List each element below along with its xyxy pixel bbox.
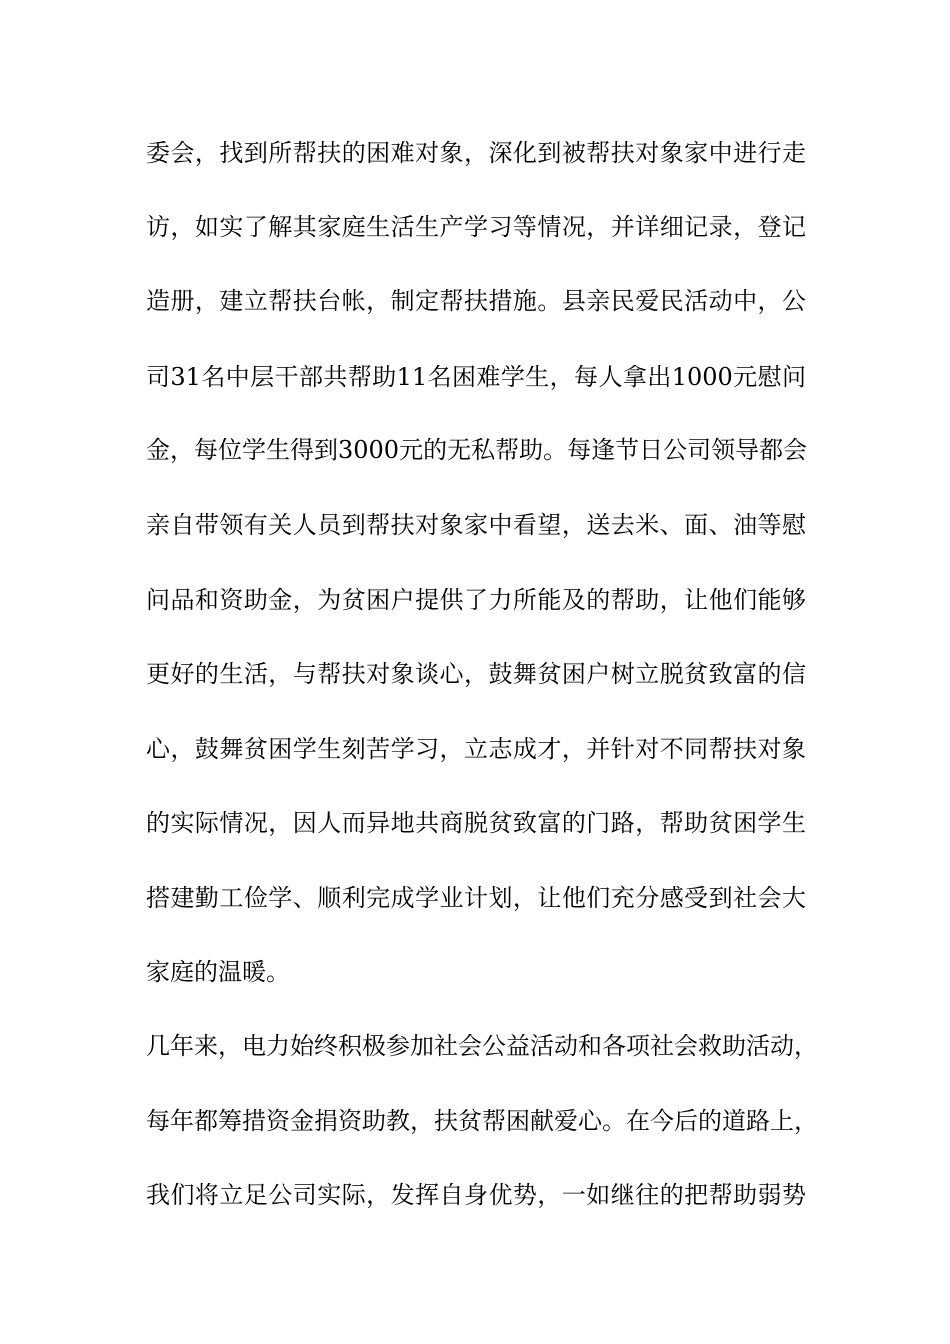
text-line: 金，每位学生得到3000元的无私帮助。每逢节日公司领导都会: [146, 436, 808, 464]
text-line: 问品和资助金，为贫困户提供了力所能及的帮助，让他们能够: [146, 586, 806, 614]
text-line: 造册，建立帮扶台帐，制定帮扶措施。县亲民爱民活动中，公: [146, 287, 806, 315]
text-line: 搭建勤工俭学、顺利完成学业计划，让他们充分感受到社会大: [146, 884, 806, 912]
text-line: 访，如实了解其家庭生活生产学习等情况，并详细记录，登记: [146, 213, 806, 241]
text-line: 几年来，电力始终积极参加社会公益活动和各项社会救助活动，: [146, 1032, 818, 1060]
text-line: 更好的生活，与帮扶对象谈心，鼓舞贫困户树立脱贫致富的信: [146, 660, 806, 688]
text-line: 的实际情况，因人而异地共商脱贫致富的门路，帮助贫困学生: [146, 809, 806, 837]
text-line: 司31名中层干部共帮助11名困难学生，每人拿出1000元慰问: [146, 363, 806, 391]
text-line: 每年都筹措资金捐资助教，扶贫帮困献爱心。在今后的道路上，: [146, 1107, 818, 1135]
text-line: 委会，找到所帮扶的困难对象，深化到被帮扶对象家中进行走: [146, 139, 806, 167]
text-line: 家庭的温暖。: [146, 958, 290, 986]
text-line: 亲自带领有关人员到帮扶对象家中看望，送去米、面、油等慰: [146, 511, 806, 539]
text-line: 我们将立足公司实际，发挥自身优势，一如继往的把帮助弱势: [146, 1181, 806, 1209]
text-line: 心，鼓舞贫困学生刻苦学习，立志成才，并针对不同帮扶对象: [146, 735, 806, 763]
